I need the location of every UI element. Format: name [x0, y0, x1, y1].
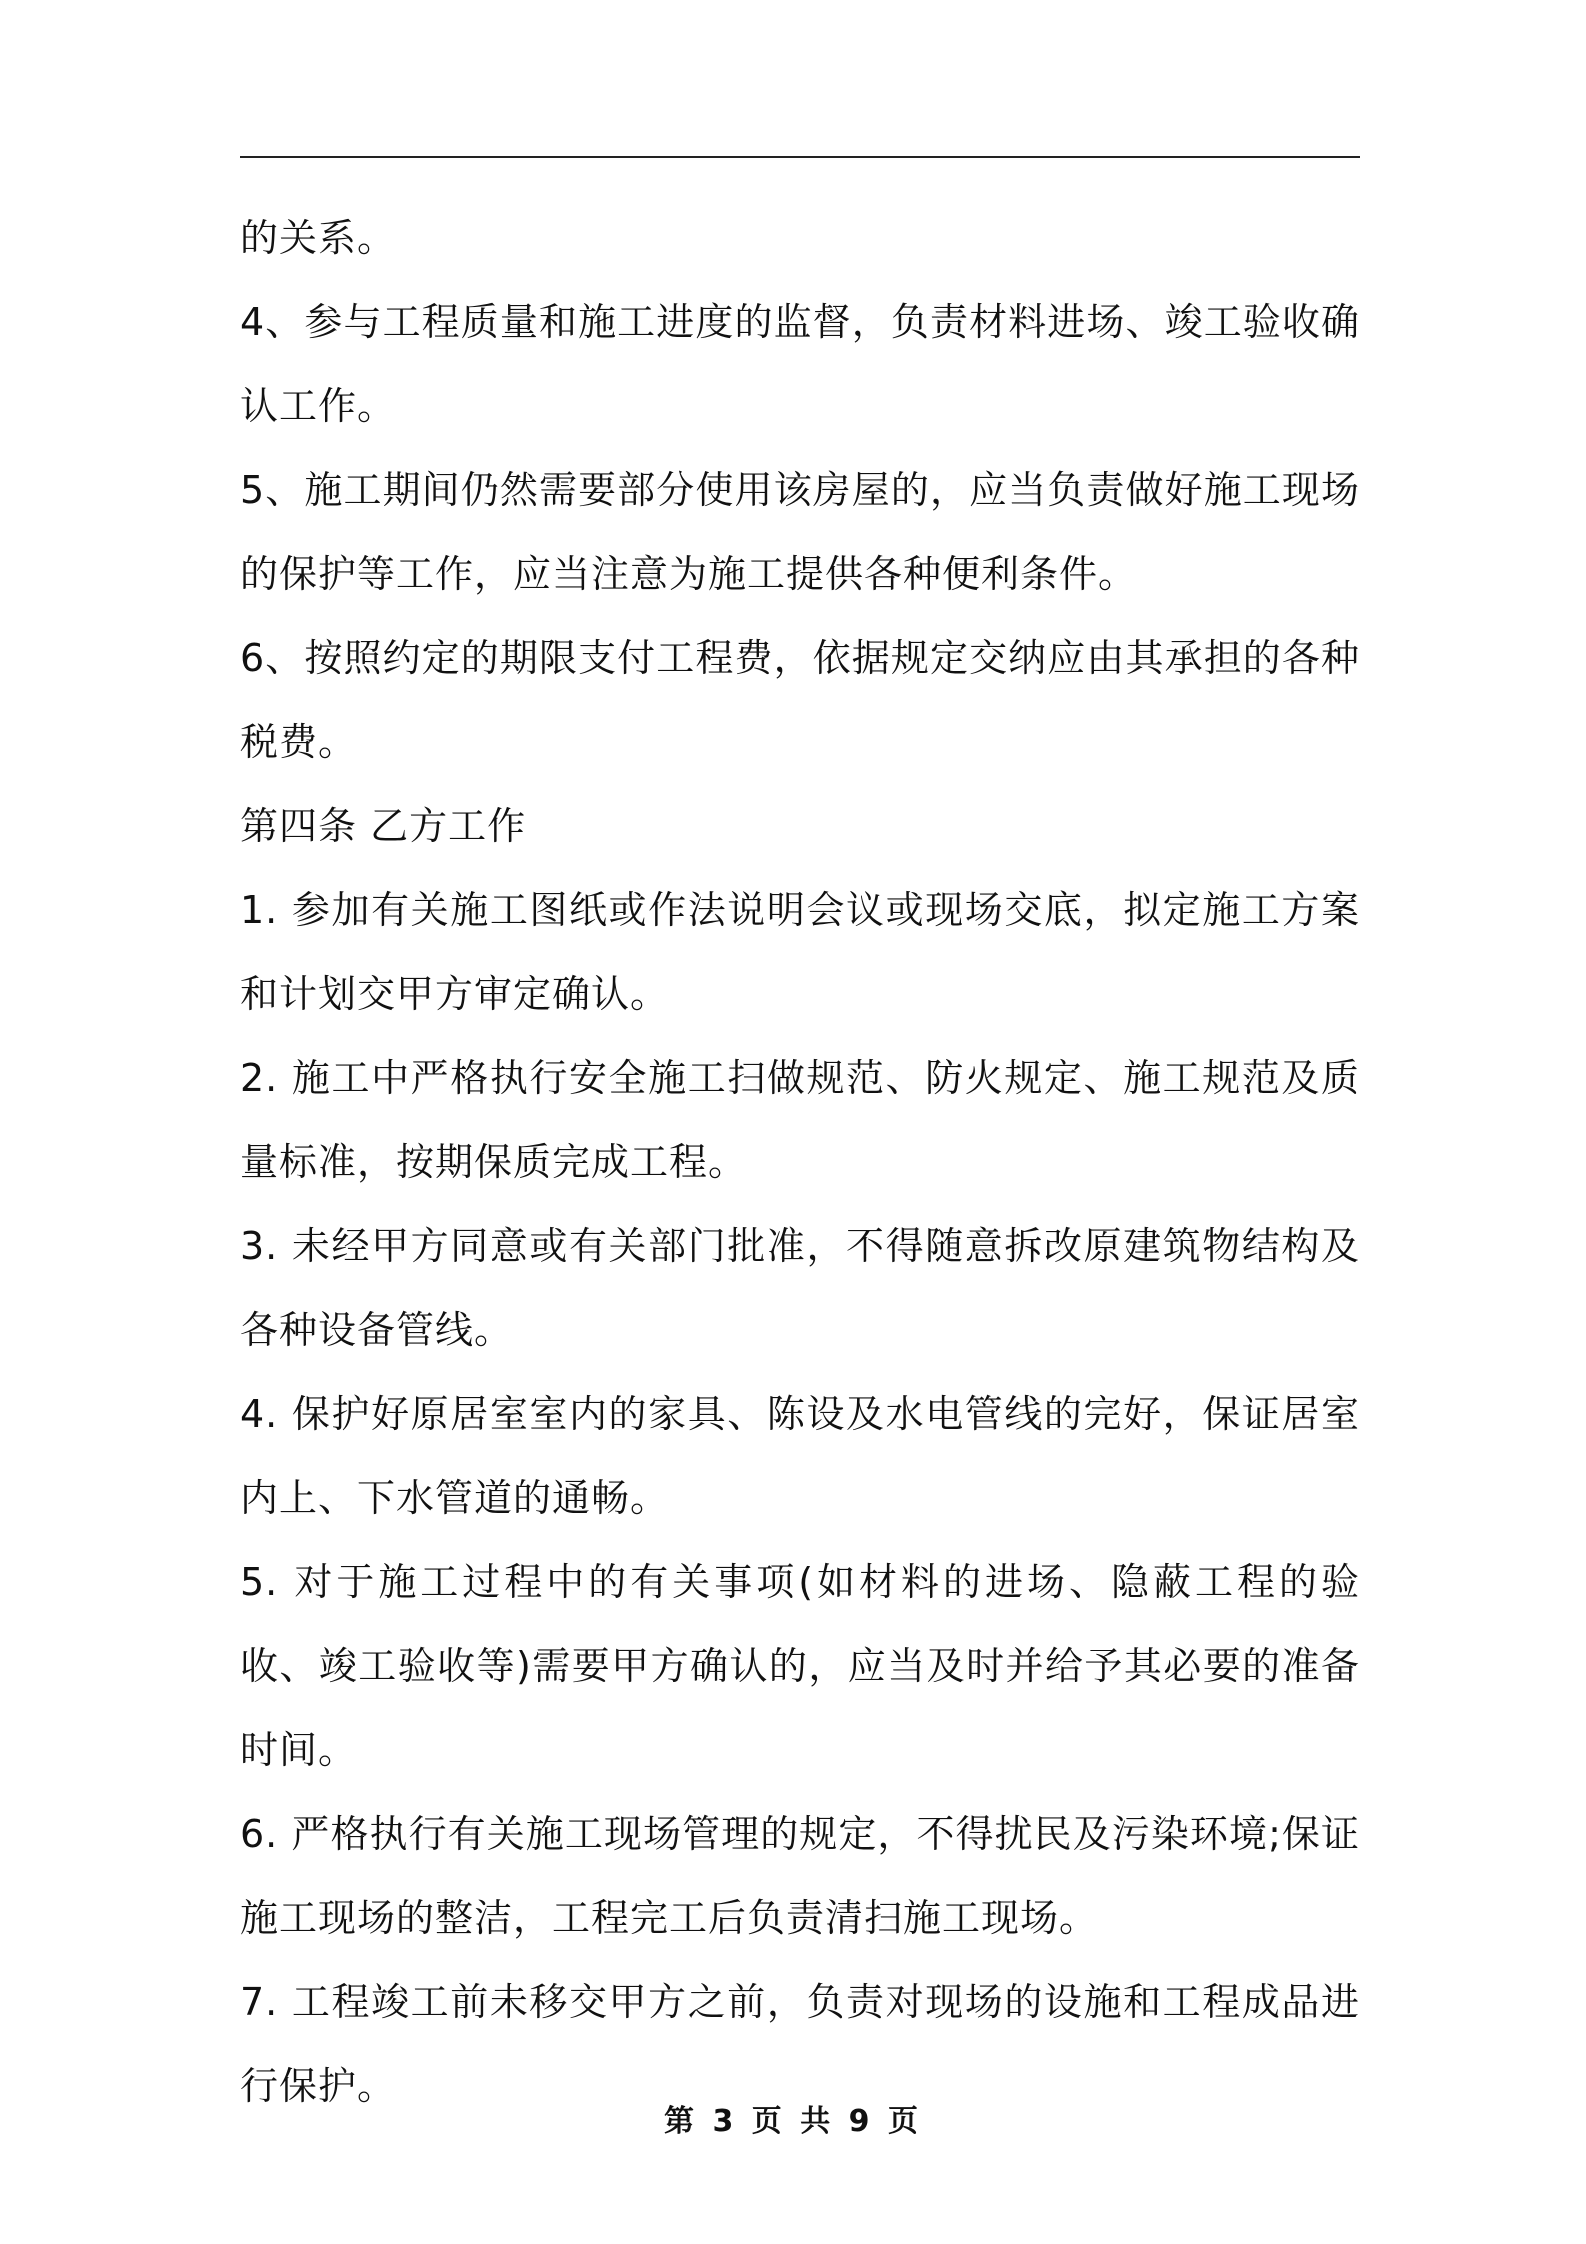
- paragraph: 6、按照约定的期限支付工程费，依据规定交纳应由其承担的各种税费。: [240, 636, 1360, 764]
- paragraph: 的关系。: [240, 216, 397, 260]
- paragraph: 2. 施工中严格执行安全施工扫做规范、防火规定、施工规范及质量标准，按期保质完成工程。: [240, 1056, 1360, 1184]
- page-number-footer: 第 3 页 共 9 页: [664, 2104, 922, 2139]
- document-body: [240, 196, 1360, 2128]
- section-heading: 第四条 乙方工作: [240, 804, 527, 848]
- paragraph: 1. 参加有关施工图纸或作法说明会议或现场交底，拟定施工方案和计划交甲方审定确认。: [240, 888, 1360, 1016]
- paragraph: 5. 对于施工过程中的有关事项(如材料的进场、隐蔽工程的验收、竣工验收等)需要甲方确认的，应当及时并给予其必要的准备时间。: [240, 1560, 1360, 1772]
- header-rule: [240, 156, 1360, 158]
- paragraph: 5、施工期间仍然需要部分使用该房屋的，应当负责做好施工现场的保护等工作，应当注意为施工提供各种便利条件。: [240, 468, 1360, 596]
- paragraph: 4、参与工程质量和施工进度的监督，负责材料进场、竣工验收确认工作。: [240, 300, 1360, 428]
- paragraph: 4. 保护好原居室室内的家具、陈设及水电管线的完好，保证居室内上、下水管道的通畅。: [240, 1392, 1360, 1520]
- paragraph: 7. 工程竣工前未移交甲方之前，负责对现场的设施和工程成品进行保护。: [240, 1980, 1360, 2108]
- paragraph: 3. 未经甲方同意或有关部门批准，不得随意拆改原建筑物结构及各种设备管线。: [240, 1224, 1360, 1352]
- paragraph: 6. 严格执行有关施工现场管理的规定，不得扰民及污染环境;保证施工现场的整洁，工程完工后负责清扫施工现场。: [240, 1812, 1360, 1940]
